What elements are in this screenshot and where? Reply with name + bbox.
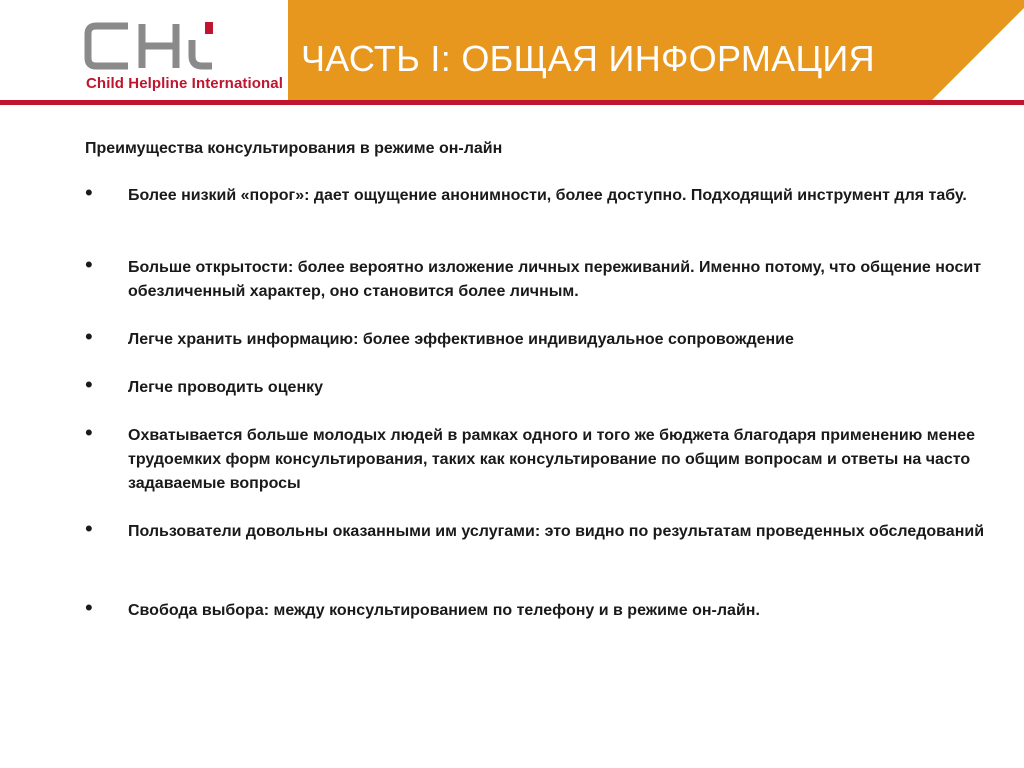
logo-letter-h (142, 24, 176, 68)
page-title: ЧАСТЬ I: ОБЩАЯ ИНФОРМАЦИЯ (301, 38, 875, 79)
list-item-text: Больше открытости: более вероятно изложение личных переживаний. Именно потому, что общение носит обезличенный характер, оно становится более личным. (128, 259, 982, 300)
bullet-icon: • (85, 252, 93, 277)
bullet-icon: • (85, 516, 93, 541)
header-divider (0, 100, 1024, 105)
list-item-text: Более низкий «порог»: дает ощущение анонимности, более доступно. Подходящий инструмент для табу. (128, 187, 967, 204)
list-item-text: Свобода выбора: между консультированием по телефону и в режиме он-лайн. (128, 602, 760, 619)
logo-accent (205, 22, 213, 34)
list-item-text: Охватывается больше молодых людей в рамках одного и того же бюджета благодаря применению менее трудоемких форм консультирования, таких как консультирование по общим вопросам и ответы на часто задаваемые вопросы (128, 427, 975, 492)
logo-letter-c (88, 26, 128, 66)
bullet-icon: • (85, 324, 93, 349)
list-item-text: Легче хранить информацию: более эффективное индивидуальное сопровождение (128, 331, 794, 348)
logo-name: Child Helpline International (86, 75, 283, 92)
bullet-icon: • (85, 420, 93, 445)
bullet-icon: • (85, 180, 93, 205)
logo-letter-i (192, 40, 212, 66)
bullet-icon: • (85, 372, 93, 397)
section-heading: Преимущества консультирования в режиме он-лайн (85, 140, 503, 157)
chi-logo-mark (84, 16, 224, 72)
list-item-text: Пользователи довольны оказанными им услугами: это видно по результатам проведенных обследований (128, 523, 985, 540)
list-item-text: Легче проводить оценку (128, 379, 324, 396)
bullet-icon: • (85, 595, 93, 620)
chi-logo (84, 16, 284, 98)
